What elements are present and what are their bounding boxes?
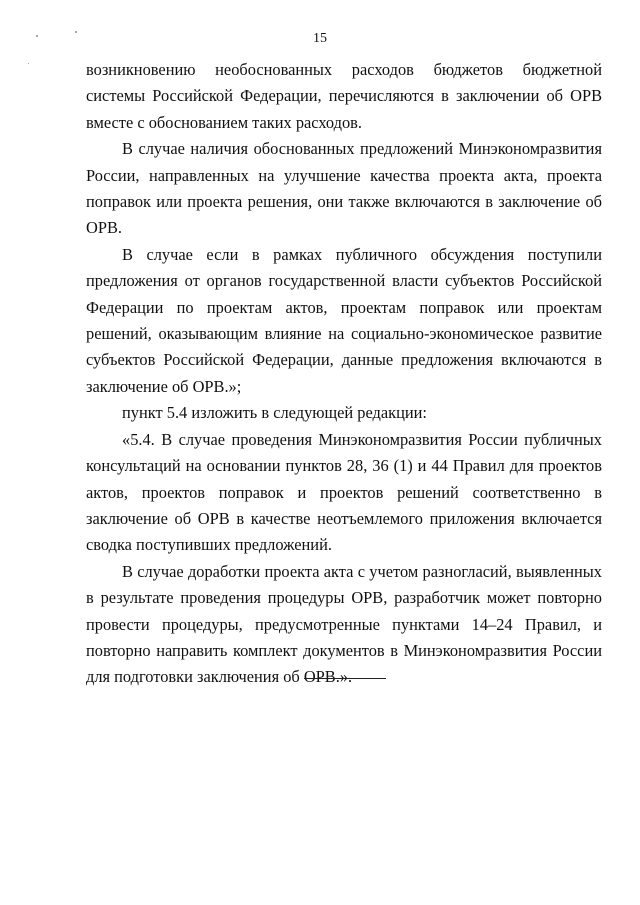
paragraph: возникновению необоснованных расходов бюджетов бюджетной системы Российской Федерации, перечисляются в заключении об ОРВ вместе с обоснованием таких расходов. [86,60,602,132]
closing-rule [304,678,386,679]
paragraph: В случае наличия обоснованных предложений Минэкономразвития России, направленных на улучшение качества проекта акта, проекта поправок или проекта решения, они также включаются в заключение об ОРВ. [86,139,602,238]
page-number: 15 [313,31,327,46]
paragraph: В случае если в рамках публичного обсуждения поступили предложения от органов государственной власти субъектов Российской Федерации по проектам актов, проектам поправок или проектам решений, оказывающим влияние на социально-экономическое развитие субъектов Российской Федерации, данные предложения включаются в заключение об ОРВ.»; [86,244,602,396]
document-body [86,57,602,691]
paragraph: «5.4. В случае проведения Минэкономразвития России публичных консультаций на основании пунктов 28, 36 (1) и 44 Правил для проектов актов, проектов поправок и проектов решений соответственно в заключение об ОРВ в качестве неотъемлемого приложения включается сводка поступивших предложений. [86,429,602,555]
paragraph: В случае доработки проекта акта с учетом разногласий, выявленных в результате проведения процедуры ОРВ, разработчик может повторно провести процедуры, предусмотренные пунктами 14–24 Правил, и повторно направить комплект документов в Минэкономразвития России для подготовки заключения об ОРВ.». [86,561,602,687]
scan-speck [28,63,29,64]
paragraph: пункт 5.4 изложить в следующей редакции: [122,403,427,423]
